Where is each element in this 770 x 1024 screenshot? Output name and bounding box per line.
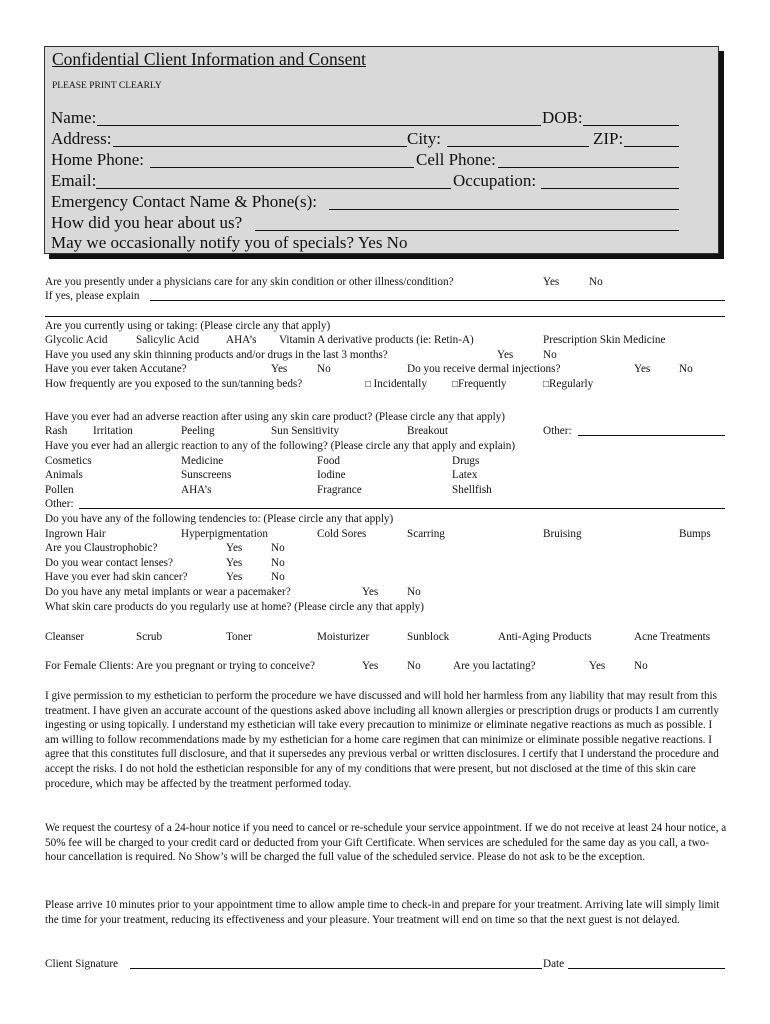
email-field[interactable]: [96, 188, 451, 189]
name-label: Name:: [51, 108, 97, 127]
consent-paragraph: I give permission to my esthetician to perform the procedure we have discussed and will hold her harmless from any liability that may result from this treatment. I have given an accurate account of the questions asked above including all known allergies or prescription drugs or products I am currently ingesting or using topically. I understand my esthetician will take every precaution to minimize or eliminate negative reactions as much as possible. I am willing to follow recommendations made by my esthetician for a home care regimen that can minimize or eliminate possible negative reactions. I agree that this constitutes full disclosure, and that it supersedes any previous verbal or written disclosures. I certify that I understand the procedure and accept the risks. I do not hold the esthetician responsible for any of my conditions that were present, but not disclosed at the time of this skin care procedure, which may be affected by the treatment performed today.: [45, 690, 719, 790]
lactating-yes-option[interactable]: Yes: [589, 660, 606, 672]
option-pollen[interactable]: Pollen: [45, 484, 74, 496]
arrival-policy-paragraph: Please arrive 10 minutes prior to your appointment time to allow ample time to check-in and prepare for your treatment. Arriving late will simply limit the time for your treatment, reducing its effectiveness and your pleasure. Your treatment will end on time so that the next guest is not delayed.: [45, 899, 720, 926]
home-phone-field[interactable]: [150, 167, 414, 168]
option-moisturizer[interactable]: Moisturizer: [317, 631, 370, 643]
cancellation-policy-paragraph: We request the courtesy of a 24-hour notice if you need to cancel or re-schedule your service appointment. If we do not receive at least 24 hour notice, a 50% fee will be charged to your credit card or deducted from your Gift Certificate. When services are scheduled for the same day as you call, a two-hour cancellation is required. No Show’s will be charged the full value of the scheduled service. Please do not ask to be the exception.: [45, 822, 727, 864]
adverse-other-field[interactable]: [578, 435, 725, 436]
print-clearly-note: PLEASE PRINT CLEARLY: [52, 81, 162, 91]
tendencies-question: Do you have any of the following tendencies to: (Please circle any that apply): [45, 513, 394, 525]
checkbox-icon: □: [543, 379, 550, 390]
explain-field-line-2[interactable]: [45, 316, 725, 317]
email-label: Email:: [51, 171, 97, 190]
home-products-question: What skin care products do you regularly use at home? (Please circle any that apply): [45, 601, 424, 613]
notify-specials-question: May we occasionally notify you of specials? Yes No: [51, 233, 408, 252]
option-scarring[interactable]: Scarring: [407, 528, 445, 540]
date-field[interactable]: [568, 968, 725, 969]
address-label: Address:: [51, 129, 112, 148]
option-cosmetics[interactable]: Cosmetics: [45, 455, 92, 467]
option-ahas[interactable]: AHA’s: [226, 334, 257, 346]
cell-phone-field[interactable]: [498, 167, 679, 168]
option-incidentally[interactable]: □ Incidentally: [365, 378, 427, 390]
allergy-other-label: Other:: [45, 498, 74, 510]
option-anti-aging-products[interactable]: Anti-Aging Products: [498, 631, 592, 643]
option-bruising[interactable]: Bruising: [543, 528, 582, 540]
option-sunblock[interactable]: Sunblock: [407, 631, 450, 643]
accutane-no-option[interactable]: No: [317, 363, 331, 375]
lactating-question: Are you lactating?: [453, 660, 536, 672]
zip-label: ZIP:: [593, 129, 624, 148]
cancer-no-option[interactable]: No: [271, 571, 285, 583]
referral-field[interactable]: [255, 230, 679, 231]
option-ingrown-hair[interactable]: Ingrown Hair: [45, 528, 106, 540]
option-acne-treatments[interactable]: Acne Treatments: [634, 631, 711, 643]
contacts-no-option[interactable]: No: [271, 557, 285, 569]
client-signature-field[interactable]: [130, 968, 542, 969]
option-bumps[interactable]: Bumps: [679, 528, 711, 540]
adverse-reaction-question: Have you ever had an adverse reaction after using any skin care product? (Please circle any that apply): [45, 411, 506, 423]
claustrophobic-no-option[interactable]: No: [271, 542, 285, 554]
explain-label: If yes, please explain: [45, 290, 140, 302]
occupation-label: Occupation:: [453, 171, 537, 190]
pregnancy-yes-option[interactable]: Yes: [362, 660, 379, 672]
option-drugs[interactable]: Drugs: [452, 455, 480, 467]
metal-implants-question: Do you have any metal implants or wear a pacemaker?: [45, 586, 291, 598]
claustrophobic-question: Are you Claustrophobic?: [45, 542, 158, 554]
dermal-injections-question: Do you receive dermal injections?: [407, 363, 561, 375]
thinning-no-option[interactable]: No: [543, 349, 557, 361]
client-signature-label: Client Signature: [45, 958, 119, 970]
option-medicine[interactable]: Medicine: [181, 455, 224, 467]
option-food[interactable]: Food: [317, 455, 341, 467]
option-hyperpigmentation[interactable]: Hyperpigmentation: [181, 528, 268, 540]
option-animals[interactable]: Animals: [45, 469, 83, 481]
option-glycolic-acid[interactable]: Glycolic Acid: [45, 334, 108, 346]
option-ahas-allergy[interactable]: AHA’s: [181, 484, 212, 496]
accutane-question: Have you ever taken Accutane?: [45, 363, 187, 375]
option-fragrance[interactable]: Fragrance: [317, 484, 362, 496]
dob-label: DOB:: [542, 108, 583, 127]
option-breakout[interactable]: Breakout: [407, 425, 449, 437]
address-field[interactable]: [113, 146, 407, 147]
option-shellfish[interactable]: Shellfish: [452, 484, 492, 496]
option-irritation[interactable]: Irritation: [93, 425, 133, 437]
date-label: Date: [543, 958, 565, 970]
option-toner[interactable]: Toner: [226, 631, 252, 643]
option-sun-sensitivity[interactable]: Sun Sensitivity: [271, 425, 340, 437]
contact-lenses-question: Do you wear contact lenses?: [45, 557, 173, 569]
physician-care-question: Are you presently under a physicians care for any skin condition or other illness/condition?: [45, 276, 454, 288]
option-rash[interactable]: Rash: [45, 425, 68, 437]
option-salicylic-acid[interactable]: Salicylic Acid: [136, 334, 200, 346]
option-cold-sores[interactable]: Cold Sores: [317, 528, 367, 540]
option-peeling[interactable]: Peeling: [181, 425, 215, 437]
skin-thinning-question: Have you used any skin thinning products and/or drugs in the last 3 months?: [45, 349, 388, 361]
referral-label: How did you hear about us?: [51, 213, 243, 232]
pregnancy-question: For Female Clients: Are you pregnant or trying to conceive?: [45, 660, 315, 672]
allergy-other-field[interactable]: [79, 508, 725, 509]
city-field[interactable]: [447, 146, 589, 147]
option-latex[interactable]: Latex: [452, 469, 478, 481]
emergency-contact-label: Emergency Contact Name & Phone(s):: [51, 192, 317, 211]
dermal-no-option[interactable]: No: [679, 363, 693, 375]
cancer-yes-option[interactable]: Yes: [226, 571, 243, 583]
zip-field[interactable]: [624, 146, 679, 147]
thinning-yes-option[interactable]: Yes: [497, 349, 514, 361]
option-scrub[interactable]: Scrub: [136, 631, 163, 643]
lactating-no-option[interactable]: No: [634, 660, 648, 672]
option-iodine[interactable]: Iodine: [317, 469, 346, 481]
checkbox-icon: □: [365, 379, 374, 390]
occupation-field[interactable]: [541, 188, 679, 189]
physician-yes-option[interactable]: Yes: [543, 276, 560, 288]
allergic-reaction-question: Have you ever had an allergic reaction to any of the following? (Please circle any that apply and explain): [45, 440, 516, 452]
option-regularly[interactable]: □Regularly: [543, 378, 594, 390]
option-vitamin-a[interactable]: Vitamin A derivative products (ie: Retin-A): [279, 334, 474, 346]
cell-phone-label: Cell Phone:: [416, 150, 496, 169]
emergency-contact-field[interactable]: [329, 209, 679, 210]
pregnancy-no-option[interactable]: No: [407, 660, 421, 672]
implants-no-option[interactable]: No: [407, 586, 421, 598]
dob-field[interactable]: [583, 125, 679, 126]
option-prescription-skin-medicine[interactable]: Prescription Skin Medicine: [543, 334, 666, 346]
option-cleanser[interactable]: Cleanser: [45, 631, 85, 643]
physician-no-option[interactable]: No: [589, 276, 603, 288]
form-title: Confidential Client Information and Consent: [52, 49, 366, 69]
explain-field[interactable]: [150, 300, 725, 301]
sun-exposure-question: How frequently are you exposed to the sun/tanning beds?: [45, 378, 303, 390]
skin-cancer-question: Have you ever had skin cancer?: [45, 571, 188, 583]
dermal-yes-option[interactable]: Yes: [634, 363, 651, 375]
option-sunscreens[interactable]: Sunscreens: [181, 469, 232, 481]
claustrophobic-yes-option[interactable]: Yes: [226, 542, 243, 554]
accutane-yes-option[interactable]: Yes: [271, 363, 288, 375]
name-field[interactable]: [97, 125, 541, 126]
using-question: Are you currently using or taking: (Please circle any that apply): [45, 320, 331, 332]
option-frequently[interactable]: □Frequently: [452, 378, 507, 390]
implants-yes-option[interactable]: Yes: [362, 586, 379, 598]
contacts-yes-option[interactable]: Yes: [226, 557, 243, 569]
checkbox-icon: □: [452, 379, 459, 390]
adverse-other-label: Other:: [543, 425, 572, 437]
city-label: City:: [407, 129, 442, 148]
home-phone-label: Home Phone:: [51, 150, 145, 169]
